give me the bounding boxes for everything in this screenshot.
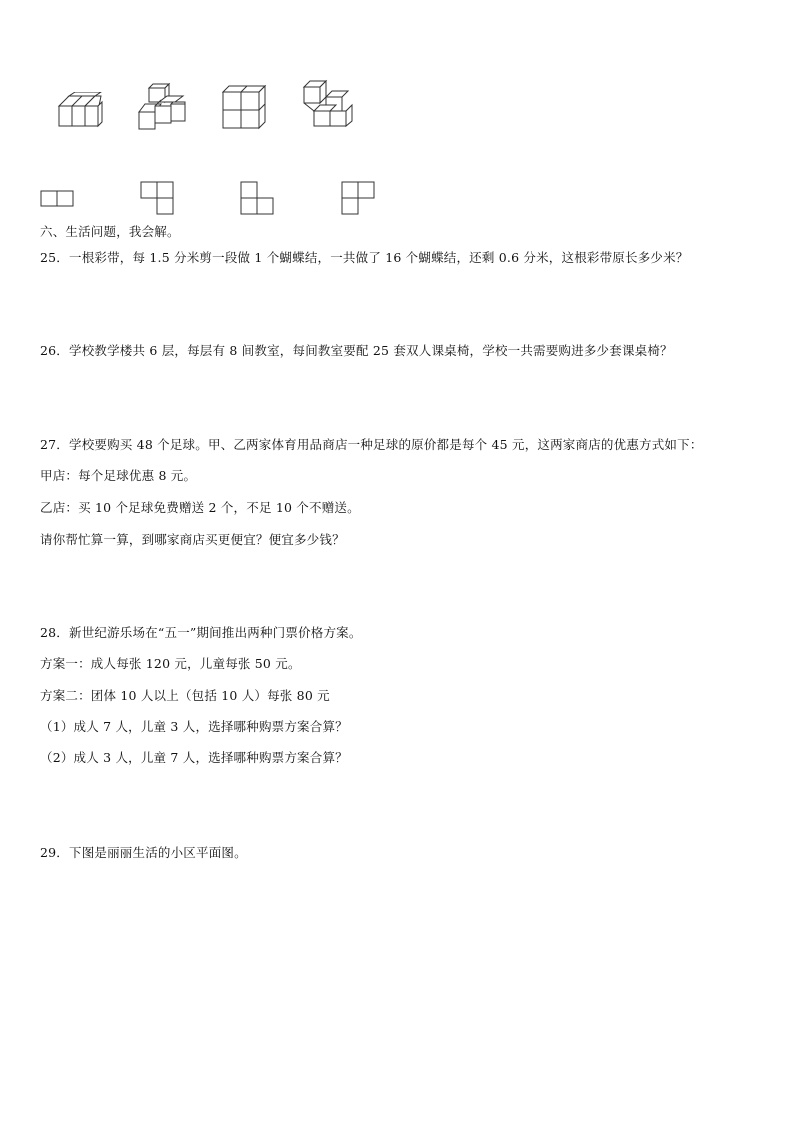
question-26: 26．学校教学楼共 6 层，每层有 8 间教室，每间教室要配 25 套双人课桌椅，学校一共需要购进多少套课桌椅？ — [40, 343, 673, 358]
section-title: 六、生活问题，我会解。 — [40, 224, 180, 239]
question-27-shop-a: 甲店：每个足球优惠 8 元。 — [40, 468, 197, 483]
view-figure-2 — [140, 181, 176, 217]
cube-figure-2 — [137, 82, 189, 132]
question-28-plan-2: 方案二：团体 10 人以上（包括 10 人）每张 80 元 — [40, 688, 330, 703]
question-29: 29．下图是丽丽生活的小区平面图。 — [40, 845, 247, 860]
question-28-sub-1: （1）成人 7 人，儿童 3 人，选择哪种购票方案合算？ — [40, 719, 348, 734]
cube-figure-3 — [221, 84, 269, 130]
question-27-ask: 请你帮忙算一算，到哪家商店买更便宜？便宜多少钱？ — [40, 532, 345, 547]
view-figure-4 — [341, 181, 377, 217]
question-28-sub-2: （2）成人 3 人，儿童 7 人，选择哪种购票方案合算？ — [40, 750, 348, 765]
question-27: 27．学校要购买 48 个足球。甲、乙两家体育用品商店一种足球的原价都是每个 45 元，这两家商店的优惠方式如下： — [40, 437, 703, 452]
question-28-plan-1: 方案一：成人每张 120 元，儿童每张 50 元。 — [40, 656, 301, 671]
question-25: 25．一根彩带，每 1.5 分米剪一段做 1 个蝴蝶结，一共做了 16 个蝴蝶结，还剩 0.6 分米，这根彩带原长多少米？ — [40, 250, 689, 265]
view-figure-3 — [240, 181, 276, 217]
question-28: 28．新世纪游乐场在“五一”期间推出两种门票价格方案。 — [40, 625, 362, 640]
question-27-shop-b: 乙店：买 10 个足球免费赠送 2 个，不足 10 个不赠送。 — [40, 500, 360, 515]
view-figure-1 — [40, 190, 76, 208]
cube-figure-1 — [55, 92, 107, 130]
cube-figure-4 — [300, 77, 356, 129]
